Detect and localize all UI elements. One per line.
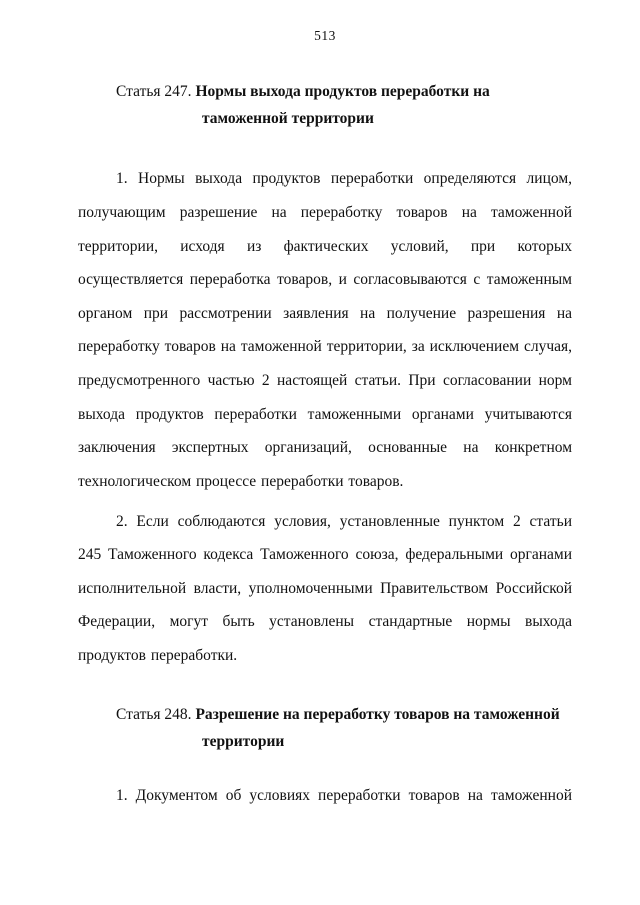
article-247-number-label: Статья 247.	[116, 83, 192, 100]
article-247-title: Нормы выхода продуктов переработки на таможенной территории	[195, 83, 490, 128]
paragraph-247-1: 1. Нормы выхода продуктов переработки определяются лицом, получающим разрешение на переработку товаров на таможенной территории, исходя из фактических условий, при которых осуществляется переработка товаров, и согласовываются с таможенным органом при рассмотрении заявления на получение разрешения на переработку товаров на таможенной территории, за исключением случая, предусмотренного частью 2 настоящей статьи. При согласовании норм выхода продуктов переработки таможенными органами учитываются заключения экспертных организаций, основанные на конкретном технологическом процессе переработки товаров.	[78, 170, 572, 490]
paragraph-248-1: 1. Документом об условиях переработки товаров на таможенной	[116, 786, 572, 804]
article-248-title: Разрешение на переработку товаров на таможенной территории	[195, 705, 560, 750]
paragraph-247-2: 2. Если соблюдаются условия, установленные пунктом 2 статьи 245 Таможенного кодекса Таможенного союза, федеральными органами исполнительной власти, уполномоченными Правительством Российской Федерации, могут быть установлены стандартные нормы выхода продуктов переработки.	[78, 512, 572, 664]
article-248-number-label: Статья 248.	[116, 705, 192, 723]
article-248-heading	[116, 701, 572, 755]
article-247-heading	[116, 78, 572, 132]
page-number: 513	[314, 28, 336, 43]
